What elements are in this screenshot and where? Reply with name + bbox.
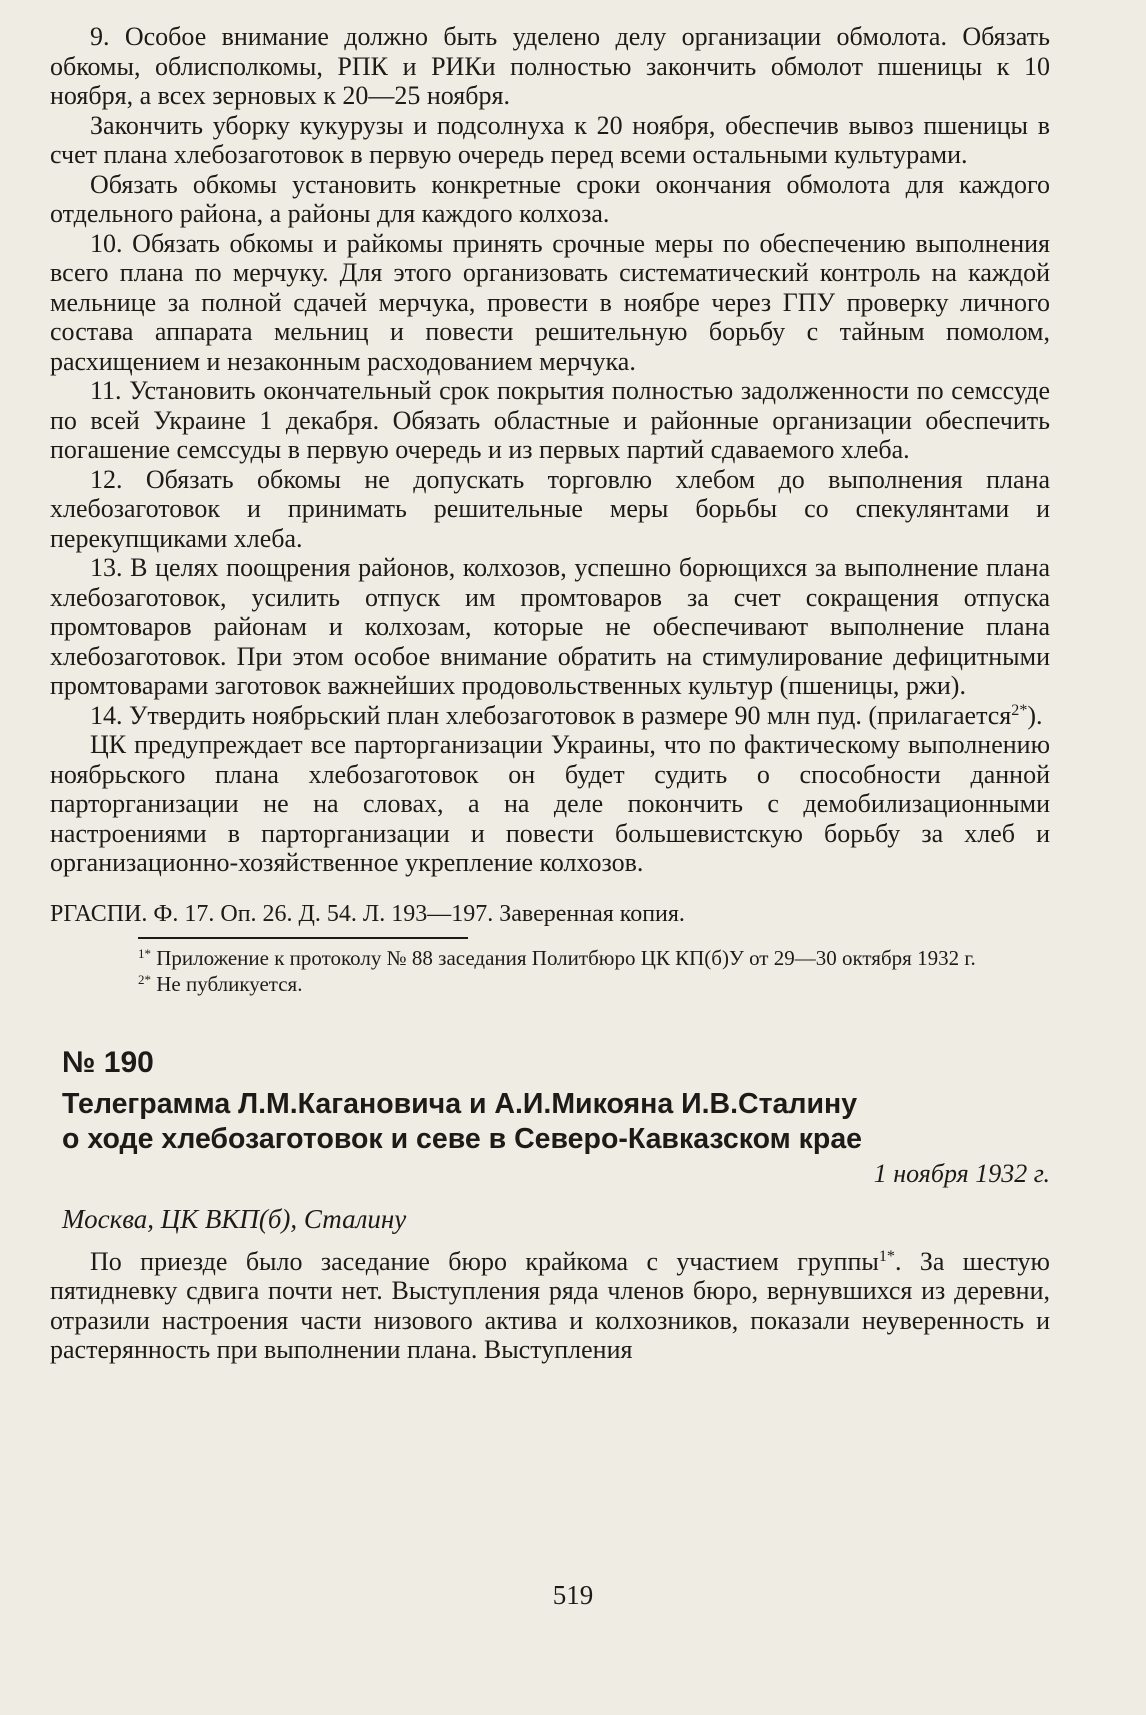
document-date: 1 ноября 1932 г.	[873, 1158, 1050, 1188]
page-content	[50, 22, 1050, 1365]
paragraph-corn: Закончить уборку кукурузы и подсолнуха к 20 ноября, обеспечив вывоз пшеницы в счет плана хлебозаготовок в первую очередь перед всеми остальными культурами.	[50, 110, 1050, 169]
paragraph-13: 13. В целях поощрения районов, колхозов, успешно борющихся за выполнение плана хлебозаготовок, усилить отпуск им промтоваров за счет сокращения отпуска промтоваров районам и колхозам, которые не обеспечивают выполнение плана хлебозаготовок. При этом особое внимание обратить на стимулирование дефицитными промтоварами заготовок важнейших продовольственных культур (пшеницы, ржи).	[50, 553, 1050, 700]
footnote-ref-2: 2*	[1011, 701, 1028, 719]
archive-source: РГАСПИ. Ф. 17. Оп. 26. Д. 54. Л. 193—197. Заверенная копия.	[50, 900, 685, 927]
footnote-2-mark: 2*	[138, 971, 152, 987]
footnote-ref-1: 1*	[878, 1247, 895, 1265]
paragraph-10: 10. Обязать обкомы и райкомы принять срочные меры по обеспечению выполнения всего плана по мерчуку. Для этого организовать систематический контроль на каждой мельнице за полной сдачей мерчука, провести в ноябре через ГПУ проверку личного состава аппарата мельниц и повести решительную борьбу с тайным помолом, расхищением и незаконным расходованием мерчука.	[50, 228, 1050, 376]
paragraph-14-tail: ).	[1027, 700, 1043, 730]
paragraph-14	[50, 701, 1050, 731]
telegram-body-end: . За шестую пятидневку сдвига почти нет. Выступления ряда членов бюро, вернувшихся из деревни, отразили настроения части низового актива и колхозников, показали неуверенность и растерянность при выполнении плана. Выступления	[50, 1246, 1050, 1364]
paragraph-14-text: 14. Утвердить ноябрьский план хлебозаготовок в размере 90 млн пуд. (прилагается	[90, 700, 1012, 730]
document-title-line-1: Телеграмма Л.М.Кагановича и А.И.Микояна И.В.Сталину	[62, 1087, 858, 1120]
paragraph-12: 12. Обязать обкомы не допускать торговлю хлебом до выполнения плана хлебозаготовок и принимать решительные меры борьбы со спекулянтами и перекупщиками хлеба.	[50, 464, 1050, 553]
footnote-1-mark: 1*	[138, 945, 152, 961]
telegram-address: Москва, ЦК ВКП(б), Сталину	[62, 1203, 407, 1234]
document-number: № 190	[62, 1045, 154, 1079]
footnote-divider	[138, 937, 468, 939]
paragraph-9: 9. Особое внимание должно быть уделено делу организации обмолота. Обязать обкомы, облисполкомы, РПК и РИКи полностью закончить обмолот пшеницы к 10 ноября, а всех зерновых к 20—25 ноября.	[50, 22, 1050, 110]
document-title-line-2: о ходе хлебозаготовок и севе в Северо-Кавказском крае	[62, 1122, 863, 1155]
footnote-2	[138, 971, 1050, 997]
telegram-body	[50, 1247, 1050, 1365]
footnote-1	[138, 945, 1050, 971]
footnote-2-text: Не публикуется.	[151, 971, 303, 996]
page-number: 519	[552, 1580, 594, 1610]
paragraph-deadlines: Обязать обкомы установить конкретные сроки окончания обмолота для каждого отдельного района, а районы для каждого колхоза.	[50, 169, 1050, 228]
footnote-1-text: Приложение к протоколу № 88 заседания Политбюро ЦК КП(б)У от 29—30 октября 1932 г.	[151, 945, 976, 970]
telegram-body-start: По приезде было заседание бюро крайкома с участием группы	[90, 1246, 879, 1276]
paragraph-11: 11. Установить окончательный срок покрытия полностью задолженности по семссуде по всей Украине 1 декабря. Обязать областные и районные организации обеспечить погашение семссуды в первую очередь и из первых партий сдаваемого хлеба.	[50, 376, 1050, 464]
closing-paragraph: ЦК предупреждает все парторганизации Украины, что по фактическому выполнению ноябрьского плана хлебозаготовок он будет судить о способности данной парторганизации не на словах, а на деле покончить с демобилизационными настроениями в парторганизации и повести большевистскую борьбу за хлеб и организационно-хозяйственное укрепление колхозов.	[50, 730, 1050, 877]
